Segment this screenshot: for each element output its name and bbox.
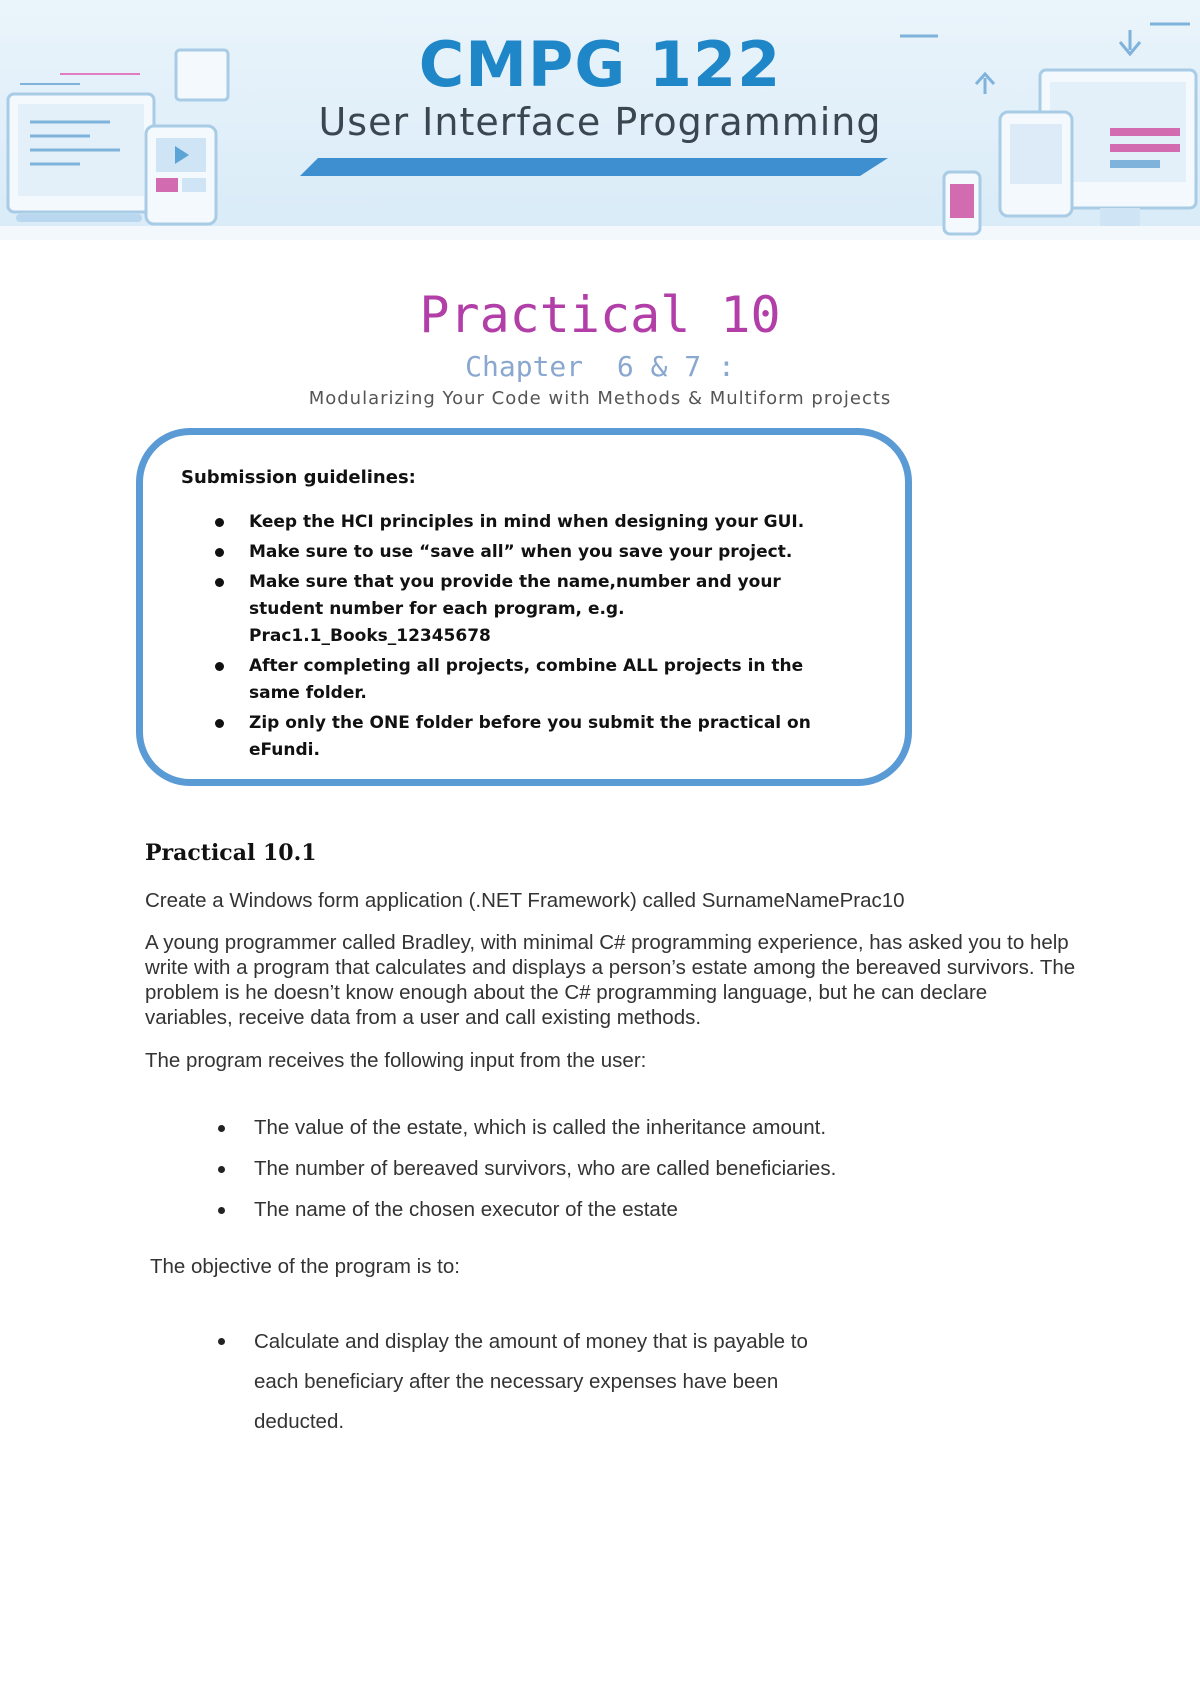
submission-guidelines-box — [136, 428, 912, 786]
input-list — [218, 1116, 836, 1222]
list-item — [211, 569, 851, 650]
list-item — [218, 1157, 836, 1181]
chapter-label: Chapter 6 & 7 : — [465, 350, 735, 383]
input-text: The number of bereaved survivors, who are called beneficiaries. — [254, 1157, 837, 1180]
bullet-icon — [218, 1125, 225, 1132]
bullet-icon — [215, 662, 224, 671]
section-heading: Practical 10.1 — [145, 840, 317, 866]
course-name: User Interface Programming — [318, 100, 882, 144]
guideline-text: Keep the HCI principles in mind when designing your GUI. — [249, 512, 805, 532]
bullet-icon — [215, 719, 224, 728]
intro-paragraph: Create a Windows form application (.NET Framework) called SurnameNamePrac10 — [145, 889, 905, 912]
list-item — [211, 509, 851, 536]
list-item — [218, 1116, 836, 1140]
description-paragraph: A young programmer called Bradley, with minimal C# programming experience, has asked you to help write with a program that calculates and displays a person’s estate among the bereaved survivors. The problem is he doesn’t know enough about the C# programming language, but he can declare variables, receive data from a user and call existing methods. — [145, 931, 1076, 1029]
guidelines-heading: Submission guidelines: — [181, 467, 416, 488]
bullet-icon — [218, 1338, 225, 1345]
bullet-icon — [215, 578, 224, 587]
guideline-text: Make sure that you provide the name,number and your student number for each program, e.g. Prac1.1_Books_12345678 — [249, 572, 781, 646]
header-banner — [0, 0, 1200, 240]
objective-intro: The objective of the program is to: — [150, 1255, 460, 1278]
guideline-text: Make sure to use “save all” when you save your project. — [249, 542, 793, 562]
course-code: CMPG 122 — [418, 28, 782, 101]
page-subtitle: Modularizing Your Code with Methods & Multiform projects — [308, 388, 892, 409]
list-item — [211, 653, 851, 707]
page-title: Practical 10 — [419, 286, 781, 344]
input-text: The value of the estate, which is called the inheritance amount. — [254, 1116, 827, 1139]
objective-list — [218, 1322, 854, 1442]
guideline-text: After completing all projects, combine ALL projects in the same folder. — [249, 656, 804, 703]
bullet-icon — [218, 1207, 225, 1214]
bullet-icon — [218, 1166, 225, 1173]
list-item — [211, 710, 851, 764]
input-text: The name of the chosen executor of the estate — [254, 1198, 678, 1221]
list-item — [218, 1322, 854, 1442]
bullet-icon — [215, 548, 224, 557]
guideline-text: Zip only the ONE folder before you submit the practical on eFundi. — [249, 713, 811, 760]
list-item — [211, 539, 851, 566]
guidelines-list — [211, 509, 851, 767]
list-item — [218, 1198, 836, 1222]
objective-text: Calculate and display the amount of money that is payable to each beneficiary after the necessary expenses have been deducted. — [254, 1330, 808, 1433]
input-intro: The program receives the following input from the user: — [145, 1049, 647, 1072]
bullet-icon — [215, 518, 224, 527]
